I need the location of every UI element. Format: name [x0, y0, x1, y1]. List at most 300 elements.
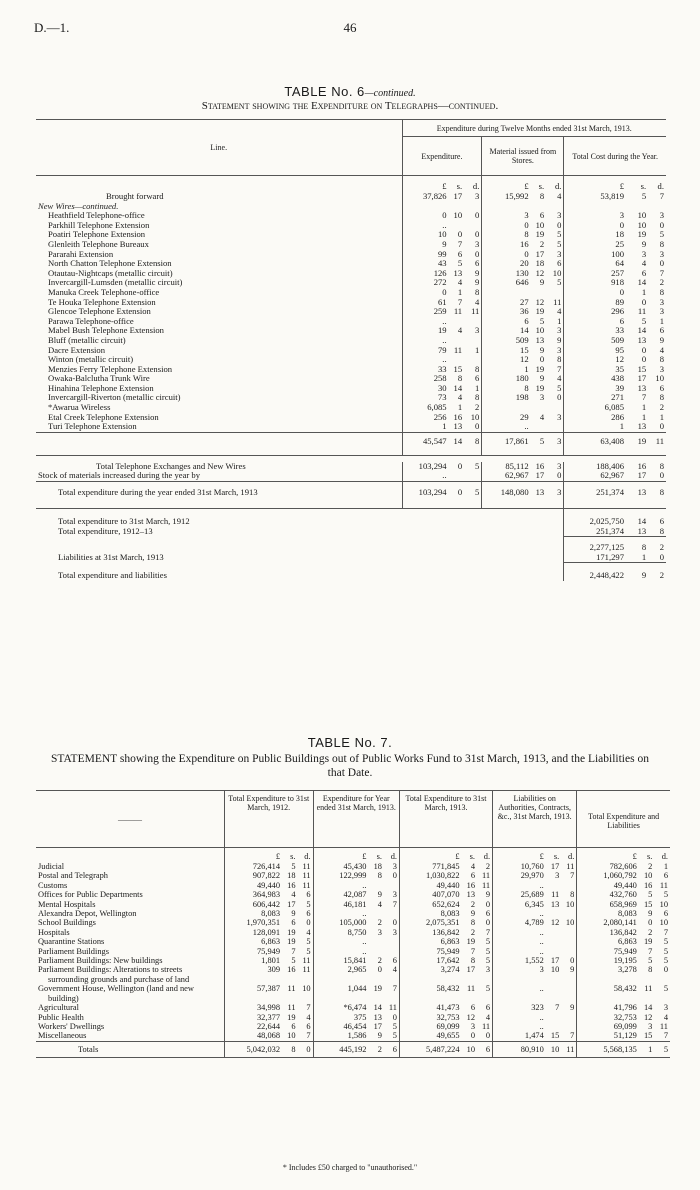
amount-cell: 37,826 [402, 192, 449, 202]
row-label: Heathfield Telephone-office [48, 211, 145, 221]
amount-cell: 1 [641, 286, 647, 297]
row-label: Glencoe Telephone Extension [48, 307, 151, 317]
amount-cell: 5 [539, 315, 545, 326]
amount-cell: 89 [564, 298, 626, 308]
amount-cell: 8 [457, 373, 463, 384]
table-row [36, 326, 666, 336]
amount-cell: 15 [550, 1031, 560, 1041]
row-label: Offices for Public Departments [38, 890, 143, 900]
amount-cell: 5,568,135 [577, 1041, 639, 1057]
amount-cell: .. [402, 471, 449, 481]
amount-cell [464, 471, 482, 481]
amount-cell: 17 [287, 899, 296, 909]
amount-cell: 271 [564, 393, 626, 403]
amount-cell [368, 909, 384, 918]
amount-cell: 8 [482, 230, 531, 240]
table-row [36, 871, 670, 880]
amount-cell: 8 [377, 871, 382, 881]
amount-cell: 8 [482, 384, 531, 394]
t6-stock-row [36, 471, 666, 481]
amount-cell: 5 [291, 862, 296, 871]
row-label: Parliament Buildings: Alterations to streets surrounding grounds and purchase of land [38, 965, 190, 984]
t6-head-line: Line. [210, 143, 228, 152]
amount-cell: 257 [564, 269, 626, 279]
amount-cell: 3,274 [399, 965, 461, 984]
amount-cell: 14 [373, 1003, 382, 1013]
amount-cell: 16 [287, 965, 296, 975]
amount-cell: 286 [564, 413, 626, 423]
amount-cell: 11 [566, 1044, 575, 1054]
amount-cell: 5 [663, 1044, 668, 1054]
row-label: Government House, Wellington (land and new building) [38, 984, 194, 1003]
amount-cell: 4,789 [493, 918, 546, 927]
amount-cell: 258 [402, 374, 449, 384]
amount-cell: 10 [287, 1031, 296, 1041]
amount-cell: 4 [377, 899, 382, 909]
amount-cell: 0 [564, 221, 626, 231]
amount-cell: 11 [644, 984, 653, 994]
amount-cell: 4 [306, 927, 311, 937]
amount-cell: 8 [291, 1044, 296, 1054]
amount-cell: 0 [485, 1031, 491, 1041]
amount-cell: 8 [648, 965, 653, 975]
unit-label: d. [554, 181, 562, 191]
t6-units-row [36, 176, 666, 193]
amount-cell: 0 [377, 965, 382, 975]
amount-cell: 136,842 [399, 928, 461, 937]
amount-cell: 19 [643, 937, 653, 947]
amount-cell: 5 [663, 890, 668, 900]
amount-cell: 0 [659, 258, 664, 269]
amount-cell: 2 [470, 899, 476, 909]
amount-cell: 6 [482, 317, 531, 327]
amount-cell: .. [313, 909, 368, 918]
amount-cell: 13 [637, 421, 647, 432]
amount-cell: 19 [287, 927, 296, 937]
t6-head-expenditure: Expenditure. [402, 137, 482, 176]
amount-cell: 6 [306, 909, 311, 919]
amount-cell: 8 [659, 354, 664, 365]
amount-cell: 10 [659, 899, 668, 909]
amount-cell: 0 [485, 918, 491, 928]
amount-cell: 5 [659, 229, 664, 240]
amount-cell: 17,861 [482, 432, 531, 455]
amount-cell: 32,377 [224, 1013, 282, 1022]
amount-cell: 1,552 [493, 956, 546, 965]
amount-cell: 75,949 [399, 947, 461, 956]
amount-cell: 19 [287, 937, 296, 947]
amount-cell: 2 [377, 1044, 382, 1054]
amount-cell: 6 [392, 956, 397, 966]
amount-cell [464, 202, 482, 212]
amount-cell: 10 [453, 210, 463, 221]
amount-cell: 9 [485, 890, 491, 900]
amount-cell: 6 [485, 1044, 491, 1054]
amount-cell: 5 [475, 460, 480, 471]
amount-cell: 0 [659, 470, 664, 481]
amount-cell: 105,000 [313, 918, 368, 927]
table6-title: TABLE No. 6—continued. [284, 84, 416, 99]
amount-cell [384, 947, 400, 956]
unit-label: d. [657, 181, 664, 191]
amount-cell: 6 [485, 1003, 491, 1013]
table7-statement: STATEMENT showing the Expenditure on Public Buildings out of Public Works Fund to 31st March, 1913, and the Liabilities on that Date. [51, 753, 649, 779]
amount-cell: 5,042,032 [224, 1041, 282, 1057]
amount-cell [561, 1013, 577, 1022]
amount-cell: 9 [570, 965, 575, 975]
row-label: Manuka Creek Telephone-office [48, 287, 160, 297]
t7-units-row [36, 848, 670, 863]
amount-cell: 2,277,125 [564, 537, 626, 553]
row-label: Invercargill-Lumsden (metallic circuit) [48, 278, 183, 288]
row-label: Total expenditure to 31st March, 1912 [58, 516, 190, 527]
amount-cell: 11 [471, 306, 480, 317]
amount-cell [368, 937, 384, 946]
amount-cell: 8 [659, 460, 664, 471]
row-label: Etal Creek Telephone Extension [48, 412, 159, 422]
amount-cell: 100 [564, 250, 626, 260]
amount-cell: 8 [648, 527, 666, 537]
amount-cell: 6,863 [399, 937, 461, 946]
unit-label: £ [577, 848, 639, 863]
amount-cell: 5 [557, 277, 562, 288]
amount-cell: 15 [643, 1031, 653, 1041]
amount-cell [384, 881, 400, 890]
amount-cell: .. [493, 947, 546, 956]
amount-cell: 6 [306, 1021, 311, 1031]
amount-cell: 0 [557, 219, 562, 230]
amount-cell: .. [482, 422, 531, 432]
unit-label: £ [224, 848, 282, 863]
amount-cell: 17,642 [399, 956, 461, 965]
amount-cell: 6 [663, 909, 668, 919]
amount-cell: 51,129 [577, 1031, 639, 1041]
amount-cell: 3 [557, 435, 562, 446]
amount-cell [449, 471, 465, 481]
amount-cell: 19 [402, 326, 449, 336]
amount-cell: 4 [557, 373, 562, 384]
amount-cell: 6 [291, 1021, 296, 1031]
amount-cell: 11 [302, 871, 311, 881]
amount-cell: 6,085 [402, 403, 449, 413]
row-label: Postal and Telegraph [38, 871, 108, 881]
amount-cell: 0 [641, 354, 647, 365]
row-label: Public Health [38, 1012, 84, 1022]
amount-cell: 0 [557, 392, 562, 403]
amount-cell: 10 [637, 219, 647, 230]
t7-units-blank [36, 848, 224, 863]
unit-label: d. [661, 852, 668, 861]
amount-cell: 1 [475, 344, 480, 355]
amount-cell: 0 [392, 918, 397, 928]
amount-cell: 6 [306, 890, 311, 900]
unit-label: d. [304, 852, 311, 861]
amount-cell: 10 [637, 210, 647, 221]
amount-cell: 251,374 [564, 527, 626, 537]
amount-cell: 0 [475, 421, 480, 432]
amount-cell: 8 [470, 956, 476, 966]
amount-cell [561, 1022, 577, 1031]
t7-head-col1: Total Expenditure to 31st March, 1912. [224, 791, 313, 848]
amount-cell: 10 [552, 267, 562, 278]
table-row [36, 1031, 670, 1041]
table-row [36, 269, 666, 279]
amount-cell: 75,949 [224, 947, 282, 956]
table-row [36, 403, 666, 413]
amount-cell: 198 [482, 393, 531, 403]
unit-label: s. [538, 181, 545, 191]
amount-cell: 25,689 [493, 890, 546, 899]
t7-head-col3: Total Expenditure to 31st March, 1913. [399, 791, 492, 848]
amount-cell: 22,644 [224, 1022, 282, 1031]
table-row [36, 909, 670, 918]
amount-cell [564, 202, 626, 212]
amount-cell: 6 [659, 382, 664, 393]
table-row [36, 317, 666, 327]
amount-cell: 42,087 [313, 890, 368, 899]
amount-cell: 0 [641, 344, 647, 355]
row-label: Parliament Buildings [38, 946, 109, 956]
amount-cell: 7 [663, 1031, 668, 1041]
table-row [36, 1013, 670, 1022]
amount-cell: 375 [313, 1013, 368, 1022]
amount-cell: 6 [659, 516, 664, 527]
amount-cell: 19 [535, 363, 545, 374]
amount-cell: 3 [539, 392, 545, 403]
t6-liabilities-row [36, 553, 666, 563]
amount-cell: 5 [663, 984, 668, 994]
amount-cell: 49,440 [577, 881, 639, 890]
amount-cell: 4 [291, 890, 296, 900]
amount-cell: 10 [655, 373, 664, 384]
amount-cell: 3 [557, 460, 562, 471]
t6-exchanges-row [36, 462, 666, 472]
amount-cell: 13 [453, 421, 463, 432]
amount-cell: 8,083 [577, 909, 639, 918]
amount-cell: 2 [539, 238, 545, 249]
amount-cell: 45,547 [402, 432, 449, 455]
amount-cell: 13 [637, 382, 647, 393]
table-row [36, 336, 666, 346]
amount-cell: 1 [475, 382, 480, 393]
amount-cell: 6,345 [493, 900, 546, 909]
amount-cell: 11 [553, 296, 562, 307]
amount-cell: 16 [535, 460, 545, 471]
t7-totals-row [36, 1041, 670, 1057]
row-label: Invercargill-Riverton (metallic circuit) [48, 393, 181, 403]
amount-cell: 323 [493, 1003, 546, 1012]
t7-head-blank: ——— [117, 814, 142, 824]
amount-cell: 11 [302, 956, 311, 966]
amount-cell: 15 [453, 363, 463, 374]
amount-cell: 5 [485, 984, 491, 994]
amount-cell: .. [493, 937, 546, 946]
amount-cell: 19 [535, 229, 545, 240]
amount-cell: 18 [373, 862, 382, 871]
amount-cell: 0 [570, 956, 575, 966]
amount-cell: 1 [659, 411, 664, 422]
amount-cell: 2,965 [313, 965, 368, 984]
amount-cell: 11 [453, 344, 463, 355]
amount-cell: 13 [626, 527, 648, 537]
amount-cell: 17 [637, 470, 647, 481]
amount-cell: 12 [482, 355, 531, 365]
amount-cell: 19 [535, 382, 545, 393]
amount-cell: 4 [306, 1012, 311, 1022]
amount-cell: 122,999 [313, 871, 368, 880]
amount-cell: 5 [457, 258, 463, 269]
amount-cell: 17 [373, 1021, 382, 1031]
row-label: Total expenditure and liabilities [58, 569, 167, 580]
row-label: Owaka-Balclutha Trunk Wire [48, 374, 150, 384]
amount-cell: 11 [637, 306, 647, 317]
amount-cell: 3 [555, 871, 560, 881]
unit-label: £ [493, 848, 546, 863]
amount-cell: 27 [482, 298, 531, 308]
amount-cell: 16 [637, 460, 647, 471]
amount-cell [384, 909, 400, 918]
amount-cell [546, 928, 562, 937]
amount-cell: 30 [402, 384, 449, 394]
amount-cell: 2 [475, 402, 480, 413]
amount-cell: .. [313, 937, 368, 946]
amount-cell: 103,294 [402, 482, 449, 509]
table-row [36, 250, 666, 260]
amount-cell: 256 [402, 413, 449, 423]
amount-cell: 5 [648, 956, 653, 966]
amount-cell: 0 [470, 1031, 476, 1041]
row-label: Hospitals [38, 927, 70, 937]
table-row [36, 365, 666, 375]
amount-cell: 3 [557, 411, 562, 422]
amount-cell: 7 [663, 927, 668, 937]
subtotal-blank [36, 432, 402, 455]
amount-cell: 6 [557, 258, 562, 269]
amount-cell: 8 [659, 286, 664, 297]
table-row [36, 890, 670, 899]
amount-cell: 10 [565, 918, 575, 928]
amount-cell: 9 [475, 277, 480, 288]
amount-cell: 2,080,141 [577, 918, 639, 927]
amount-cell: 8 [641, 542, 647, 553]
amount-cell: 432,760 [577, 890, 639, 899]
amount-cell: 8,083 [224, 909, 282, 918]
amount-cell: 9 [470, 909, 476, 919]
amount-cell: 5 [641, 315, 647, 326]
amount-cell: 3 [475, 191, 480, 201]
amount-cell: 5 [557, 229, 562, 240]
amount-cell: 41,796 [577, 1003, 639, 1012]
table-row [36, 947, 670, 956]
amount-cell: 58,432 [577, 984, 639, 1003]
row-label: North Chatton Telephone Extension [48, 259, 172, 269]
amount-cell: 8 [570, 890, 575, 900]
amount-cell: 99 [402, 250, 449, 260]
table-row [36, 956, 670, 965]
amount-cell: 4 [663, 1012, 668, 1022]
unit-label: s. [290, 852, 296, 861]
amount-cell: 0 [641, 296, 647, 307]
unit-label: s. [376, 852, 382, 861]
amount-cell [368, 881, 384, 890]
amount-cell: 171,297 [564, 553, 626, 563]
blank-cell [36, 537, 564, 553]
amount-cell [561, 881, 577, 890]
table-row [36, 288, 666, 298]
row-label: Total expenditure, 1912–13 [58, 526, 153, 536]
amount-cell: 2,025,750 [564, 509, 626, 527]
unit-label: £ [402, 176, 449, 193]
unit-label: d. [568, 852, 575, 861]
unit-label: s. [469, 852, 476, 861]
amount-cell: 1 [482, 365, 531, 375]
amount-cell: 18 [535, 258, 545, 269]
amount-cell [464, 336, 482, 346]
amount-cell: 103,294 [402, 462, 449, 472]
amount-cell: 4 [470, 862, 476, 871]
amount-cell: 5 [306, 899, 311, 909]
amount-cell: 3 [377, 927, 382, 937]
amount-cell: 15,992 [482, 192, 531, 202]
row-label: *Awarua Wireless [48, 403, 111, 413]
amount-cell: 407,070 [399, 890, 461, 899]
amount-cell: 17 [550, 862, 560, 871]
amount-cell: 5 [306, 937, 311, 947]
amount-cell: 0 [564, 288, 626, 298]
row-label: Stock of materials increased during the year by [38, 471, 201, 481]
amount-cell: .. [493, 909, 546, 918]
amount-cell: 2 [485, 862, 491, 871]
amount-cell: 6 [539, 210, 545, 221]
amount-cell: 64 [564, 259, 626, 269]
amount-cell: 1 [457, 402, 463, 413]
amount-cell [546, 881, 562, 890]
table-row [36, 965, 670, 984]
t6-year-total-row [36, 482, 666, 509]
table-row [36, 346, 666, 356]
amount-cell [531, 422, 547, 432]
amount-cell: 11 [453, 306, 463, 317]
t6-head-material: Material issued from Stores. [482, 137, 564, 176]
amount-cell: 33 [564, 326, 626, 336]
page-code: D.—1. [34, 20, 70, 35]
amount-cell: 8 [470, 918, 476, 928]
amount-cell: 13 [637, 487, 647, 498]
amount-cell: 69,099 [577, 1022, 639, 1031]
amount-cell: 3 [557, 487, 562, 498]
amount-cell: 8 [659, 238, 664, 249]
amount-cell: 85,112 [482, 462, 531, 472]
amount-cell: .. [402, 355, 449, 365]
amount-cell: 34,998 [224, 1003, 282, 1012]
amount-cell: 5 [392, 1031, 397, 1041]
amount-cell: 11 [655, 435, 664, 446]
amount-cell: 7 [557, 363, 562, 374]
amount-cell: 49,440 [224, 881, 282, 890]
amount-cell: 0 [659, 421, 664, 432]
amount-cell: 16 [643, 880, 653, 890]
amount-cell: 14 [637, 277, 647, 288]
amount-cell: 128,091 [224, 928, 282, 937]
row-label: Otautau-Nightcaps (metallic circuit) [48, 268, 173, 278]
amount-cell: 6 [291, 918, 296, 928]
amount-cell: 15 [643, 899, 653, 909]
amount-cell: 15,841 [313, 956, 368, 965]
table-row [36, 937, 670, 946]
amount-cell: 3 [475, 325, 480, 336]
amount-cell: 6,863 [224, 937, 282, 946]
amount-cell: 309 [224, 965, 282, 984]
